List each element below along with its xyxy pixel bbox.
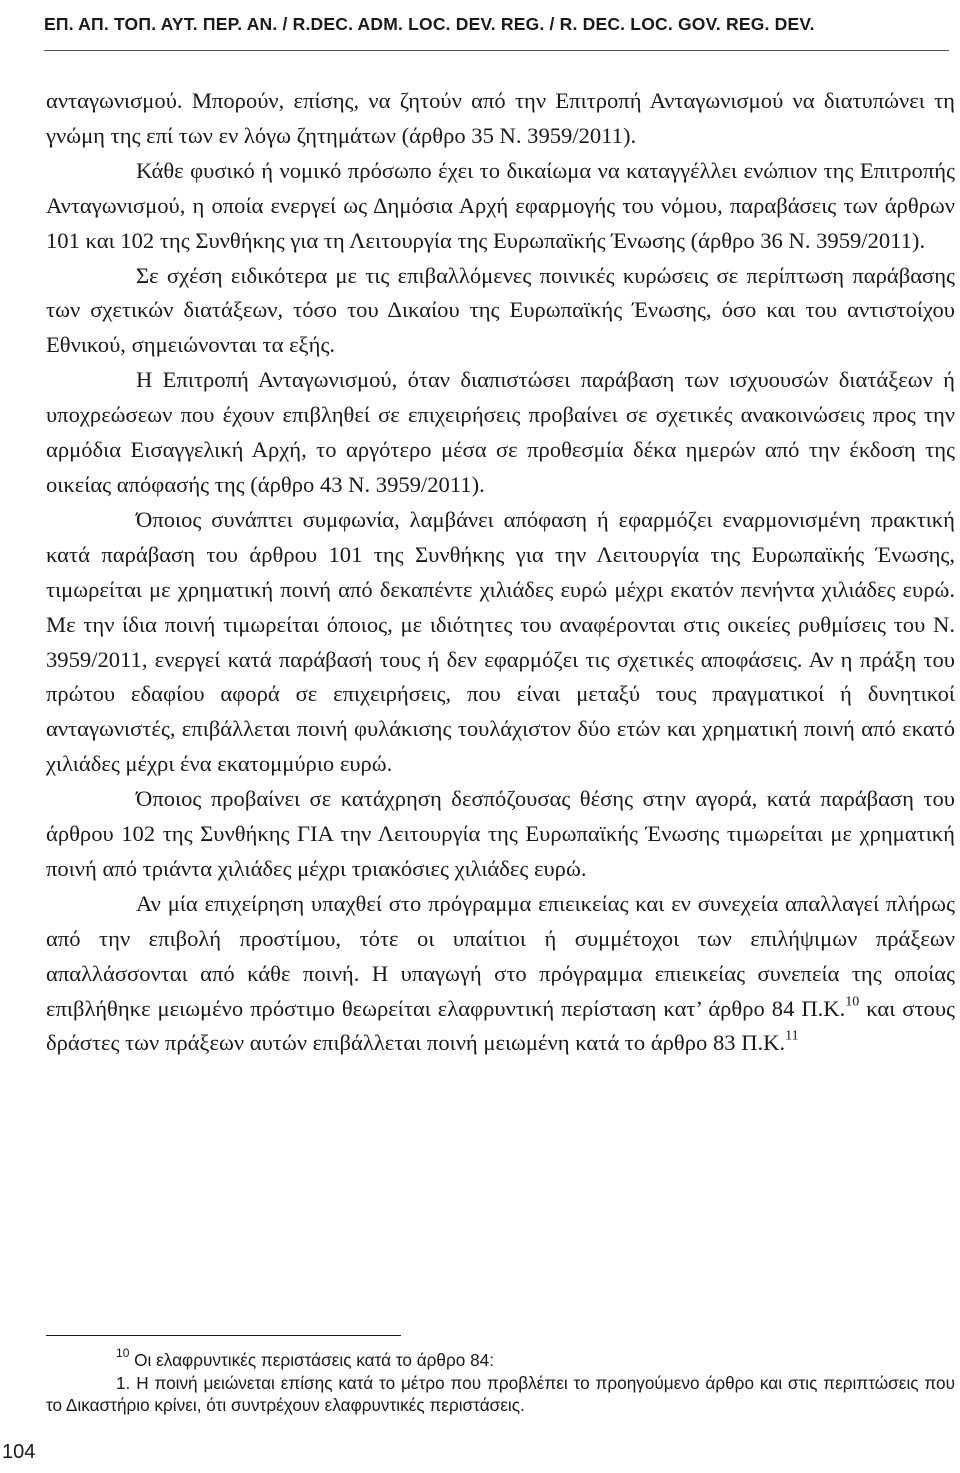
running-header: ΕΠ. ΑΠ. ΤΟΠ. ΑΥΤ. ΠΕΡ. ΑΝ. / R.DEC. ADM. LOC. DEV. REG. / R. DEC. LOC. GOV. REG. DEV. [44,14,815,34]
paragraph-7 [46,887,955,1062]
main-text [46,84,955,1061]
paragraph-7-text-b: και στους δράστες των πράξεων αυτών επιβάλλεται ποινή μειωμένη κατά το άρθρο 83 Π.Κ. [46,995,955,1056]
paragraph-1: ανταγωνισμού. Μπορούν, επίσης, να ζητούν από την Επιτροπή Ανταγωνισμού να διατυπώνει τη γνώμη της επί των εν λόγω ζητημάτων (άρθρο 35 Ν. 3959/2011). [46,88,955,148]
paragraph-5: Όποιος συνάπτει συμφωνία, λαμβάνει απόφαση ή εφαρμόζει εναρμονισμένη πρακτική κατά παράβαση του άρθρου 101 της Συνθήκης για την Λειτουργία της Ευρωπαϊκής Ένωσης, τιμωρείται με χρηματική ποινή από δεκαπέντε χιλιάδες ευρώ μέχρι εκατόν πενήντα χιλιάδες ευρώ. Με την ίδια ποινή τιμωρείται όποιος, με ιδιότητες του αναφέρονται στις οικείες ρυθμίσεις του Ν. 3959/2011, ενεργεί κατά παράβασή τους ή δεν εφαρμόζει τις σχετικές αποφάσεις. Αν η πράξη του πρώτου εδαφίου αφορά σε επιχειρήσεις, που είναι μεταξύ τους πραγματικοί ή δυνητικοί ανταγωνιστές, επιβάλλεται ποινή φυλάκισης τουλάχιστον δύο ετών και χρηματική ποινή από εκατό χιλιάδες μέχρι ένα εκατομμύριο ευρώ. [46,506,955,777]
paragraph-7-text-a: Αν μία επιχείρηση υπαχθεί στο πρόγραμμα επιεικείας και εν συνεχεία απαλλαγεί πλήρως από την επιβολή προστίμου, τότε οι υπαίτιοι ή συμμέτοχοι των επιλήψιμων πράξεων απαλλάσσονται από κάθε ποινή. Η υπαγωγή στο πρόγραμμα επιεικείας συνεπεία της οποίας επιβλήθηκε μειωμένο πρόστιμο θεωρείται ελαφρυντική περίσταση κατ’ άρθρο 84 Π.Κ. [46,890,955,1021]
footnote-ref-11[interactable]: 11 [785,1028,799,1044]
footnote-heading [46,1345,955,1372]
footnote-item-1: 1. Η ποινή μειώνεται επίσης κατά το μέτρο που προβλέπει το προηγούμενο άρθρο και στις περιπτώσεις που το Δικαστήριο κρίνει, ότι συντρέχουν ελαφρυντικές περιστάσεις. [46,1372,955,1415]
paragraph-2: Κάθε φυσικό ή νομικό πρόσωπο έχει το δικαίωμα να καταγγέλλει ενώπιον της Επιτροπής Ανταγωνισμού, η οποία ενεργεί ως Δημόσια Αρχή εφαρμογής του νόμου, παραβάσεις των άρθρων 101 και 102 της Συνθήκης για τη Λειτουργία της Ευρωπαϊκής Ένωσης (άρθρο 36 Ν. 3959/2011). [46,157,955,253]
paragraph-3: Σε σχέση ειδικότερα με τις επιβαλλόμενες ποινικές κυρώσεις σε περίπτωση παράβασης των σχετικών διατάξεων, τόσο του Δικαίου της Ευρωπαϊκής Ένωσης, όσο και του αντιστοίχου Εθνικού, σημειώνονται τα εξής. [46,262,955,358]
footnote-number: 10 [116,1345,130,1360]
header-divider [44,50,949,51]
paragraph-6: Όποιος προβαίνει σε κατάχρηση δεσπόζουσας θέσης στην αγορά, κατά παράβαση του άρθρου 102 της Συνθήκης ΓΙΑ την Λειτουργία της Ευρωπαϊκής Ένωσης τιμωρείται με χρηματική ποινή από τριάντα χιλιάδες μέχρι τριακόσιες χιλιάδες ευρώ. [46,786,955,881]
footnote-10 [46,1345,955,1417]
footnote-ref-10[interactable]: 10 [845,994,860,1010]
footnote-title: Οι ελαφρυντικές περιστάσεις κατά το άρθρο 84: [129,1350,494,1370]
paragraph-4: Η Επιτροπή Ανταγωνισμού, όταν διαπιστώσει παράβαση των ισχυουσών διατάξεων ή υποχρεώσεων που έχουν επιβληθεί σε επιχειρήσεις προβαίνει σε σχετικές ανακοινώσεις προς την αρμόδια Εισαγγελική Αρχή, το αργότερο μέσα σε προθεσμία δέκα ημερών από την έκδοση της οικείας απόφασής της (άρθρο 43 Ν. 3959/2011). [46,367,955,497]
page-number: 104 [2,1441,36,1463]
footnote-divider [46,1335,401,1336]
